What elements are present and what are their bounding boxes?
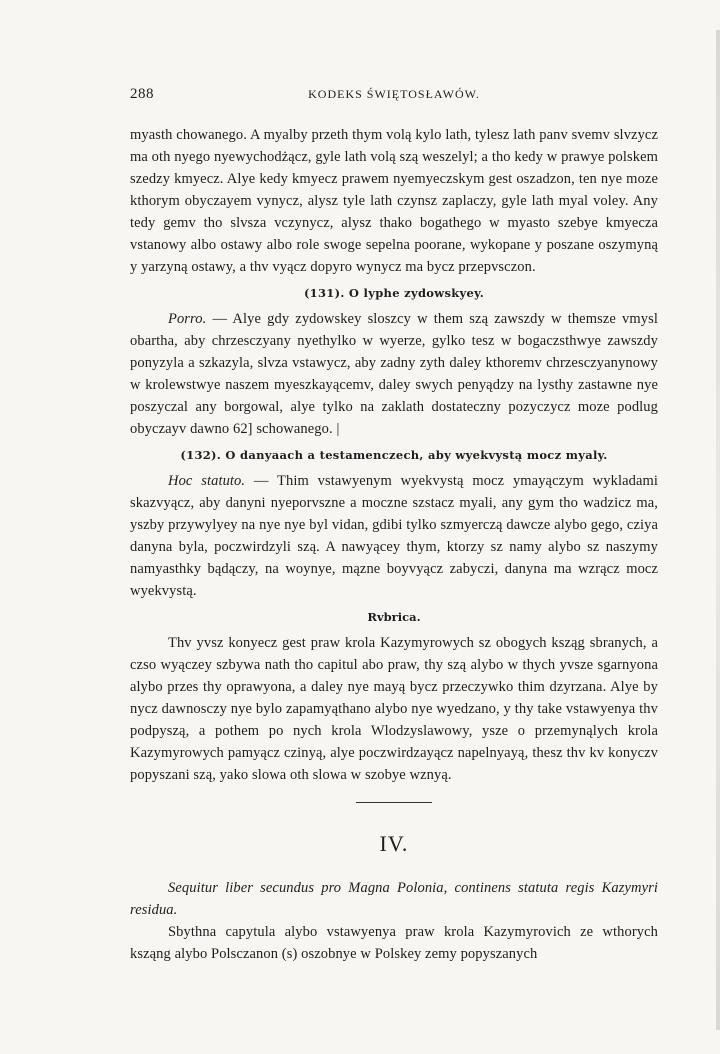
page-header — [130, 86, 658, 108]
section-heading-131: (131). O lyphe zydowskyey. — [303, 286, 485, 300]
section-132-paragraph — [130, 470, 658, 602]
section-131-paragraph — [130, 308, 658, 440]
chapter-heading: IV. — [379, 831, 409, 856]
section-132-lead: Hoc statuto. — [168, 473, 246, 489]
rubric-paragraph: Thv yvsz konyecz gest praw krola Kazymyrowych sz obogych ksząg sbranych, a czso wyączey szbywa nath tho capitul abo praw, thy szą alybo w thych yvsze sgarnyona alybo przes thy oprawyona, a daley nye mayą bycz przeczywko thim dzyrzana. Alye by nycz dawnosczy nye bylo zapamyąthano alybo nye wyedzano, y thy take vstawyenya thv podpyszą, a pothem po nych krola Wlodzyslawowy, ysze o przemynąlych krola Kazymyrowych pamyącz czinyą, alye poczwirdzayącz napelnyayą, thesz thv kv konyczv popyszani szą, yako slowa oth slowa w szobye wznyą. — [130, 635, 658, 783]
closing-italic-paragraph — [130, 877, 658, 921]
closing-paragraph: Sbythna capytula alybo vstawyenya praw krola Kazymyrovich ze wthorych ksząng alybo Polsczanon (s) oszobnye w Polskey zemy popyszanych — [130, 924, 658, 962]
section-131-text: — Alye gdy zydowskey sloszcy w them szą zawszdy w themsze vmysl obartha, aby chrzesczyany nyethylko w wyerze, gylko tesz w bogaczsthwye zawszdy ponyzyla a szkazyla, slvza vstawycz, aby zadny zyth daley kthoremv chrzesczyanynowy w krolewstwye naszem myeszkayącemv, daley swych penyądzy na lysthy zastawne nye poszyczal any borgowal, alye tylko na zaklath dostateczny pozyczycz moze podlug obyczayv dawno 62] schowanego. | — [130, 311, 658, 437]
rubric-heading: Rvbrica. — [367, 610, 421, 624]
page-content — [130, 124, 658, 965]
separator-rule — [356, 802, 432, 803]
section-132-text: — Thim vstawyenym wyekvystą mocz ymayączym wykladami skazvyącz, aby danyni nyeporvszne a moczne szstacz myali, any gym tho wadzicz ma, yszby przywylyey na nye nye byl vidan, gdibi tylko szmyerczą dawcze alybo gego, cziya danyna byla, poczwirdzyli szą. A nawyącey thym, ktorzy sz namy alybo sz naszymy namyasthky bądączy, na woynye, mązne boyvyącz zabyczi, danyna ma wzrącz mocz wyekvystą. — [130, 473, 658, 599]
running-title: KODEKS ŚWIĘTOSŁAWÓW. — [308, 87, 480, 101]
section-heading-132: (132). O danyaach a testamenczech, aby wyekvystą mocz myaly. — [180, 448, 608, 462]
paragraph-continuation: myasth chowanego. A myalby przeth thym volą kylo lath, tylesz lath panv svemv slvzycz ma oth nyego nyewychodżącz, gyle lath volą szą weszelyl; a tho kedy w prawye polskem szedzy kmyecz. Alye kedy kmyecz prawem nyemyeczskym gest oszadzon, ten nye moze kthorym obyczayem vynycz, alysz tyle lath czynsz zaplaczy, gyle lath myal voley. Any tedy gemv tho slvsza vczynycz, alysz thako bogathego w myasto szebye kmyecza vstanowy albo ostawy albo role swoge sepelna poorane, wykopane y poszane oszymyną y yarzyną ostawy, a thv vyącz dopyro wynycz ma bycz przepvsczon. — [130, 127, 658, 275]
page-number: 288 — [130, 86, 154, 102]
section-131-lead: Porro. — [168, 311, 207, 327]
closing-italic-text: Sequitur liber secundus pro Magna Polonia, continens statuta regis Kazymyri residua. — [130, 880, 658, 918]
page-edge-shadow — [716, 30, 720, 1030]
